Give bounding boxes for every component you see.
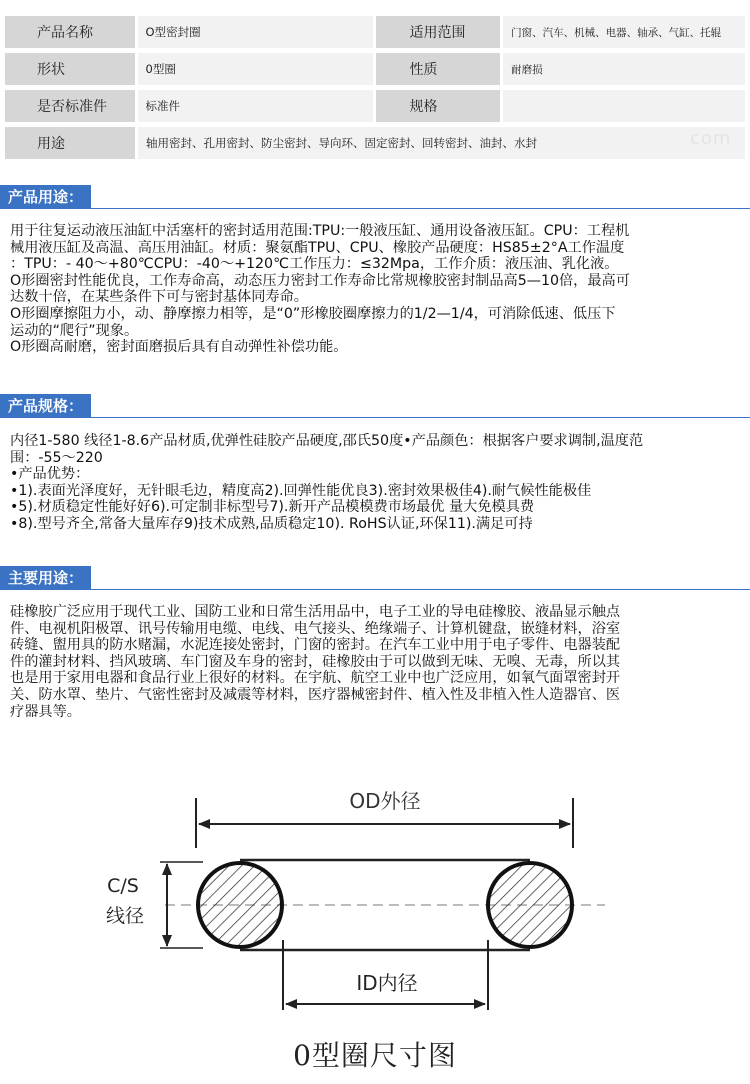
cs-label-line1: C/S <box>107 875 139 897</box>
cs-arrow-bottom <box>162 935 172 947</box>
spec-table <box>5 16 745 164</box>
spec-value: 轴用密封、孔用密封、防尘密封、导向环、固定密封、回转密封、油封、水封 <box>138 127 745 159</box>
watermark: com <box>690 128 732 149</box>
text-line: 砖缝、盥用具的防水赌漏，水泥连接处密封，门窗的密封。在汽车工业中用于电子零件、电器装配 <box>10 637 621 654</box>
text-line: •产品优势： <box>10 466 90 483</box>
section-header-spec <box>0 394 750 418</box>
text-line: O形圈高耐磨，密封面磨损后具有自动弹性补偿功能。 <box>10 339 348 356</box>
spec-label: 是否标准件 <box>5 90 135 122</box>
text-line: 疗器具等。 <box>10 703 81 720</box>
section-header-usage <box>0 185 750 209</box>
spec-label: 规格 <box>376 90 501 122</box>
text-line: 围：-55～220 <box>10 449 103 466</box>
usage-text <box>10 223 742 356</box>
spec-row <box>5 90 745 122</box>
spec-value: 门窗、汽车、机械、电器、轴承、气缸、托辊 <box>503 16 745 48</box>
text-line: 达数十倍，在某些条件下可与密封基体同寿命。 <box>10 289 308 306</box>
od-arrow-right <box>559 819 571 829</box>
section-header-main-use <box>0 566 750 590</box>
id-arrow-right <box>474 999 486 1009</box>
od-label: OD外径 <box>349 789 421 813</box>
cross-section-left <box>198 863 282 947</box>
spec-value: 标准件 <box>138 90 373 122</box>
spec-label: 用途 <box>5 127 135 159</box>
text-line: 运动的“爬行”现象。 <box>10 322 139 339</box>
spec-row <box>5 53 745 85</box>
text-line: 关、防水罩、垫片、气密性密封及减震等材料，医疗器械密封件、植入性及非植入性人造器官、医 <box>10 686 621 703</box>
section-title: 主要用途： <box>0 566 91 590</box>
spec-label: 产品名称 <box>5 16 135 48</box>
text-line: 用于往复运动液压油缸中活塞杆的密封适用范围:TPU:一般液压缸、通用设备液压缸。CPU：工程机 <box>10 223 630 239</box>
text-line: 也是用于家用电器和食品行业上很好的材料。在宇航、航空工业中也广泛应用，如氧气面罩密封开 <box>10 670 621 687</box>
main-use-text <box>10 604 742 720</box>
text-line: O形圈摩擦阻力小，动、静摩擦力相等，是“0”形橡胶圈摩擦力的1/2—1/4，可消除低速、低压下 <box>10 305 616 322</box>
spec-label: 形状 <box>5 53 135 85</box>
diagram-title: 0型圈尺寸图 <box>293 1039 457 1072</box>
cs-arrow-top <box>162 863 172 875</box>
spec-row <box>5 127 745 159</box>
section-title: 产品用途： <box>0 185 91 209</box>
text-line: •5).材质稳定性能好好6).可定制非标型号7).新开产品模模费市场最优 量大免模具费 <box>10 499 535 516</box>
od-arrow-left <box>198 819 210 829</box>
text-line: •1).表面光泽度好，无针眼毛边，精度高2).回弹性能优良3).密封效果极佳4).耐气候性能极佳 <box>10 482 592 499</box>
spec-value: 0型圈 <box>138 53 373 85</box>
spec-row <box>5 16 745 48</box>
text-line: ：TPU：- 40～+80℃CPU：-40～+120℃工作压力：≤32Mpa，工作介质：液压油、乳化液。 <box>10 256 619 273</box>
spec-label: 性质 <box>376 53 501 85</box>
cs-label-line2: 线径 <box>105 905 145 927</box>
section-title: 产品规格： <box>0 394 91 418</box>
spec-value: O型密封圈 <box>138 16 373 48</box>
spec-label: 适用范围 <box>376 16 501 48</box>
text-line: O形圈密封性能优良，工作寿命高，动态压力密封工作寿命比常规橡胶密封制品高5—10倍，最高可 <box>10 272 630 289</box>
text-line: 件、电视机阳极罩、讯号传输用电缆、电线、电气接头、绝缘端子、计算机键盘，嵌缝材料，浴室 <box>10 620 621 637</box>
id-arrow-left <box>285 999 297 1009</box>
id-label: ID内径 <box>356 971 418 995</box>
text-line: 硅橡胶广泛应用于现代工业、国防工业和日常生活用品中，电子工业的导电硅橡胶、液晶显示触点 <box>10 604 621 620</box>
text-line: 械用液压缸及高温、高压用油缸。材质：聚氨酯TPU、CPU、橡胶产品硬度：HS85±2°A工作温度 <box>10 239 625 256</box>
spec-text <box>10 433 742 533</box>
spec-value <box>503 90 745 122</box>
text-line: 内径1-580 线径1-8.6产品材质,优弹性硅胶产品硬度,邵氏50度•产品颜色：根据客户要求调制,温度范 <box>10 433 644 449</box>
text-line: •8).型号齐全,常备大量库存9)技术成熟,品质稳定10). RoHS认证,环保11).满足可持 <box>10 515 533 532</box>
cross-section-right <box>488 863 572 947</box>
text-line: 件的灌封材料、挡风玻璃、车门窗及车身的密封，硅橡胶由于可以做到无味、无嗅、无毒，所以其 <box>10 653 621 670</box>
spec-value: 耐磨损 <box>503 53 745 85</box>
